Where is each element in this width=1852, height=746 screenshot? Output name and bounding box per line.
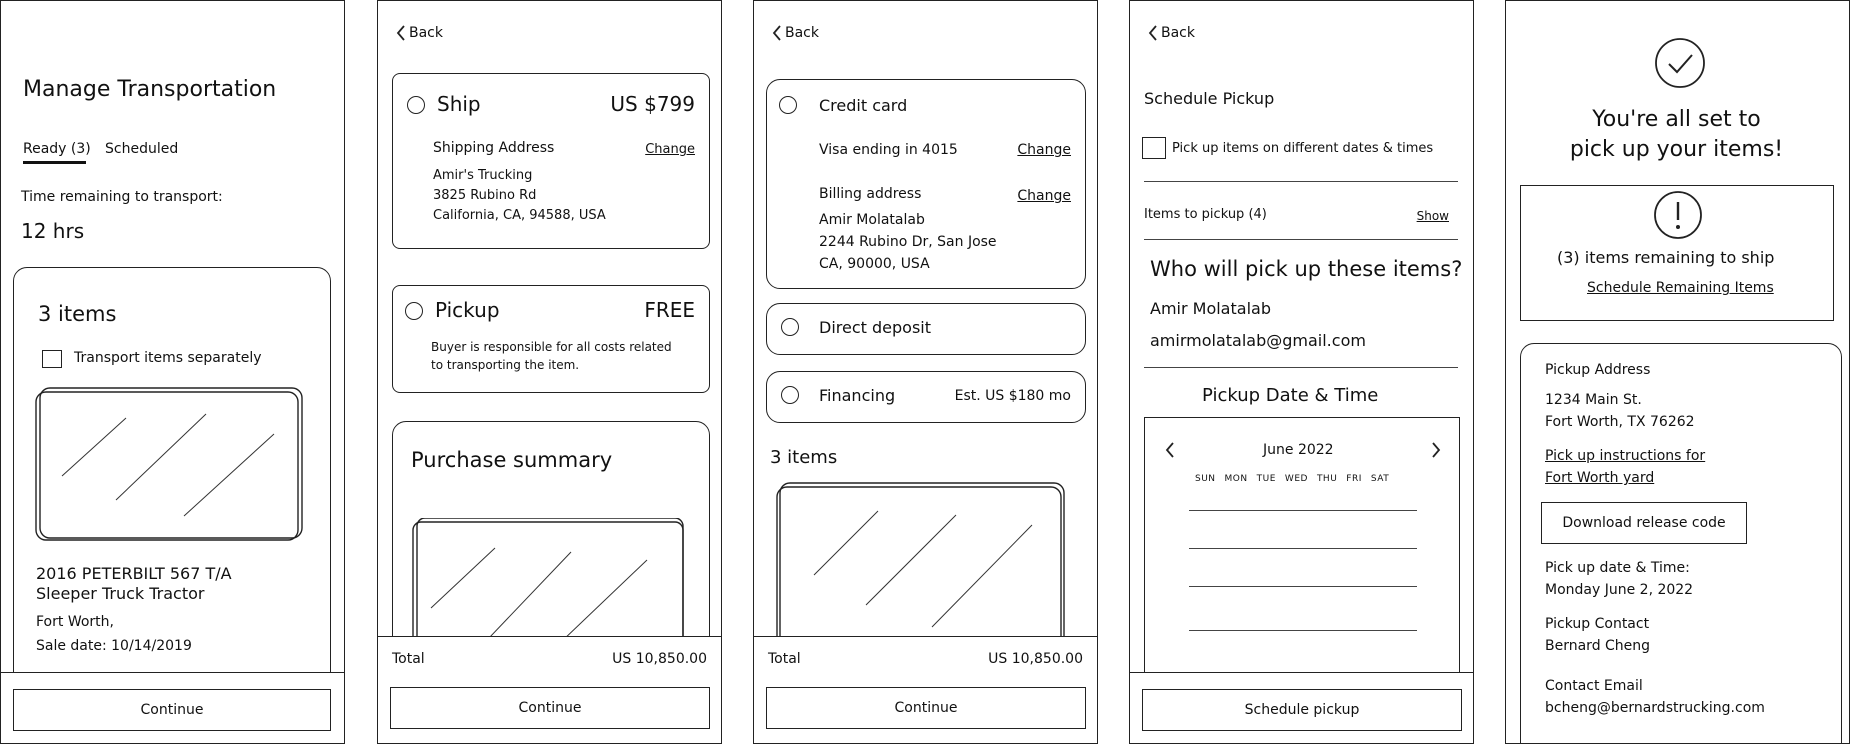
page-title: Schedule Pickup bbox=[1144, 89, 1275, 108]
items-to-pickup: Items to pickup (4) bbox=[1144, 207, 1267, 222]
schedule-pickup-button[interactable]: Schedule pickup bbox=[1142, 689, 1462, 731]
total-value: US 10,850.00 bbox=[988, 651, 1083, 667]
exclamation-circle-icon bbox=[1653, 190, 1703, 244]
pickup-details-card bbox=[1520, 343, 1842, 744]
card-change-link[interactable]: Change bbox=[1017, 142, 1071, 158]
bottom-bar bbox=[378, 636, 721, 743]
separate-label: Transport items separately bbox=[74, 350, 262, 366]
time-remaining-label: Time remaining to transport: bbox=[21, 189, 223, 205]
screen-manage-transportation bbox=[0, 0, 345, 744]
sale-date: Sale date: 10/14/2019 bbox=[36, 638, 192, 654]
billing-line: CA, 90000, USA bbox=[819, 256, 930, 272]
vehicle-image-placeholder bbox=[411, 518, 687, 648]
pickup-description: to transporting the item. bbox=[431, 358, 580, 372]
total-value: US 10,850.00 bbox=[612, 651, 707, 667]
tab-active-indicator bbox=[23, 161, 86, 164]
date-time-title: Pickup Date & Time bbox=[1202, 385, 1379, 406]
divider bbox=[1144, 181, 1458, 182]
weekday-label: WED bbox=[1284, 474, 1308, 484]
calendar-weekdays bbox=[1195, 474, 1389, 484]
tab-ready[interactable]: Ready (3) bbox=[23, 141, 91, 157]
credit-card-option[interactable] bbox=[766, 79, 1086, 289]
purchase-summary-title: Purchase summary bbox=[411, 448, 613, 472]
different-dates-label: Pick up items on different dates & times bbox=[1172, 141, 1434, 156]
weekday-label: MON bbox=[1224, 474, 1248, 484]
items-count: 3 items bbox=[38, 302, 117, 326]
credit-card-title: Credit card bbox=[819, 96, 908, 115]
remaining-items-panel bbox=[1520, 185, 1834, 321]
weekday-label: TUE bbox=[1256, 474, 1276, 484]
billing-line: Amir Molatalab bbox=[819, 212, 925, 228]
visa-ending: Visa ending in 4015 bbox=[819, 142, 958, 158]
back-label: Back bbox=[1161, 25, 1195, 41]
pickup-contact-name: Bernard Cheng bbox=[1545, 638, 1651, 654]
weekday-label: THU bbox=[1316, 474, 1338, 484]
direct-deposit-option[interactable] bbox=[766, 303, 1086, 355]
show-items-link[interactable]: Show bbox=[1416, 209, 1449, 223]
billing-line: 2244 Rubino Dr, San Jose bbox=[819, 234, 997, 250]
vehicle-name-line1[interactable]: 2016 PETERBILT 567 T/A bbox=[36, 564, 232, 583]
continue-button[interactable]: Continue bbox=[13, 689, 331, 731]
contact-email-value: bcheng@bernardstrucking.com bbox=[1545, 700, 1765, 716]
pickup-date-label: Pick up date & Time: bbox=[1545, 560, 1690, 576]
vehicle-name-line2[interactable]: Sleeper Truck Tractor bbox=[36, 584, 205, 603]
pickup-title: Pickup bbox=[435, 298, 500, 322]
remaining-items-text: (3) items remaining to ship bbox=[1557, 248, 1775, 267]
different-dates-checkbox[interactable] bbox=[1142, 137, 1166, 159]
financing-radio[interactable] bbox=[781, 386, 799, 404]
items-count: 3 items bbox=[770, 447, 838, 468]
financing-estimate: Est. US $180 mo bbox=[954, 388, 1071, 404]
vehicle-image-placeholder bbox=[776, 479, 1068, 649]
total-label: Total bbox=[392, 651, 425, 667]
ship-price: US $799 bbox=[610, 92, 695, 116]
pickup-price: FREE bbox=[644, 298, 695, 322]
continue-button[interactable]: Continue bbox=[390, 687, 710, 729]
back-link[interactable] bbox=[1148, 25, 1195, 41]
pickup-person-email: amirmolatalab@gmail.com bbox=[1150, 331, 1366, 350]
calendar-week-row[interactable] bbox=[1189, 630, 1417, 631]
weekday-label: FRI bbox=[1346, 474, 1362, 484]
back-label: Back bbox=[785, 25, 819, 41]
divider bbox=[1144, 239, 1458, 240]
screen-payment-method bbox=[753, 0, 1098, 744]
weekday-label: SUN bbox=[1195, 474, 1216, 484]
billing-address-label: Billing address bbox=[819, 186, 922, 202]
tab-scheduled[interactable]: Scheduled bbox=[105, 141, 179, 157]
back-label: Back bbox=[409, 25, 443, 41]
pickup-description: Buyer is responsible for all costs related bbox=[431, 340, 672, 354]
checkmark-circle-icon bbox=[1654, 37, 1706, 93]
bottom-bar bbox=[1, 672, 344, 743]
address-line: California, CA, 94588, USA bbox=[433, 208, 606, 223]
shipping-change-link[interactable]: Change bbox=[645, 142, 695, 157]
bottom-bar bbox=[754, 636, 1097, 743]
back-link[interactable] bbox=[396, 25, 443, 41]
chevron-left-icon bbox=[1148, 25, 1158, 41]
calendar-week-row[interactable] bbox=[1189, 548, 1417, 549]
pickup-instructions-link[interactable]: Pick up instructions for bbox=[1545, 448, 1706, 464]
screen-transport-options bbox=[377, 0, 722, 744]
success-line2: pick up your items! bbox=[1569, 137, 1784, 162]
financing-label: Financing bbox=[819, 386, 896, 405]
bottom-bar bbox=[1130, 672, 1473, 743]
page-title: Manage Transportation bbox=[23, 77, 277, 102]
chevron-left-icon bbox=[396, 25, 406, 41]
shipping-address-label: Shipping Address bbox=[433, 140, 555, 156]
continue-button[interactable]: Continue bbox=[766, 687, 1086, 729]
billing-change-link[interactable]: Change bbox=[1017, 188, 1071, 204]
success-line1: You're all set to bbox=[1592, 107, 1761, 132]
screen-confirmation bbox=[1505, 0, 1850, 744]
pickup-date-value: Monday June 2, 2022 bbox=[1545, 582, 1694, 598]
vehicle-location: Fort Worth, bbox=[36, 614, 114, 630]
vehicle-image-placeholder bbox=[34, 384, 306, 544]
pickup-contact-label: Pickup Contact bbox=[1545, 616, 1650, 632]
calendar-week-row[interactable] bbox=[1189, 586, 1417, 587]
weekday-label: SAT bbox=[1370, 474, 1390, 484]
schedule-remaining-link[interactable]: Schedule Remaining Items bbox=[1587, 280, 1774, 296]
address-line: Amir's Trucking bbox=[433, 168, 533, 183]
pickup-address-label: Pickup Address bbox=[1545, 362, 1651, 378]
contact-email-label: Contact Email bbox=[1545, 678, 1643, 694]
financing-option[interactable] bbox=[766, 371, 1086, 423]
ship-radio[interactable] bbox=[407, 96, 425, 114]
who-title: Who will pick up these items? bbox=[1150, 257, 1463, 281]
direct-deposit-label: Direct deposit bbox=[819, 318, 931, 337]
ship-option-card[interactable] bbox=[392, 73, 710, 249]
total-label: Total bbox=[768, 651, 801, 667]
pickup-instructions-link[interactable]: Fort Worth yard bbox=[1545, 470, 1655, 486]
chevron-right-icon[interactable] bbox=[1431, 442, 1441, 458]
calendar-month: June 2022 bbox=[1263, 442, 1334, 458]
pickup-address-line: 1234 Main St. bbox=[1545, 392, 1642, 408]
credit-card-radio[interactable] bbox=[779, 96, 797, 114]
download-release-code-button[interactable]: Download release code bbox=[1541, 502, 1747, 544]
chevron-left-icon bbox=[772, 25, 782, 41]
back-link[interactable] bbox=[772, 25, 819, 41]
ship-title: Ship bbox=[437, 92, 481, 116]
separate-checkbox[interactable] bbox=[42, 350, 62, 368]
divider bbox=[1144, 367, 1458, 368]
calendar-week-row[interactable] bbox=[1189, 510, 1417, 511]
chevron-left-icon[interactable] bbox=[1165, 442, 1175, 458]
pickup-option-card[interactable] bbox=[392, 285, 710, 393]
screen-schedule-pickup bbox=[1129, 0, 1474, 744]
pickup-radio[interactable] bbox=[405, 302, 423, 320]
time-remaining-value: 12 hrs bbox=[21, 219, 85, 243]
direct-deposit-radio[interactable] bbox=[781, 318, 799, 336]
pickup-person-name: Amir Molatalab bbox=[1150, 299, 1271, 318]
pickup-address-line: Fort Worth, TX 76262 bbox=[1545, 414, 1695, 430]
address-line: 3825 Rubino Rd bbox=[433, 188, 537, 203]
